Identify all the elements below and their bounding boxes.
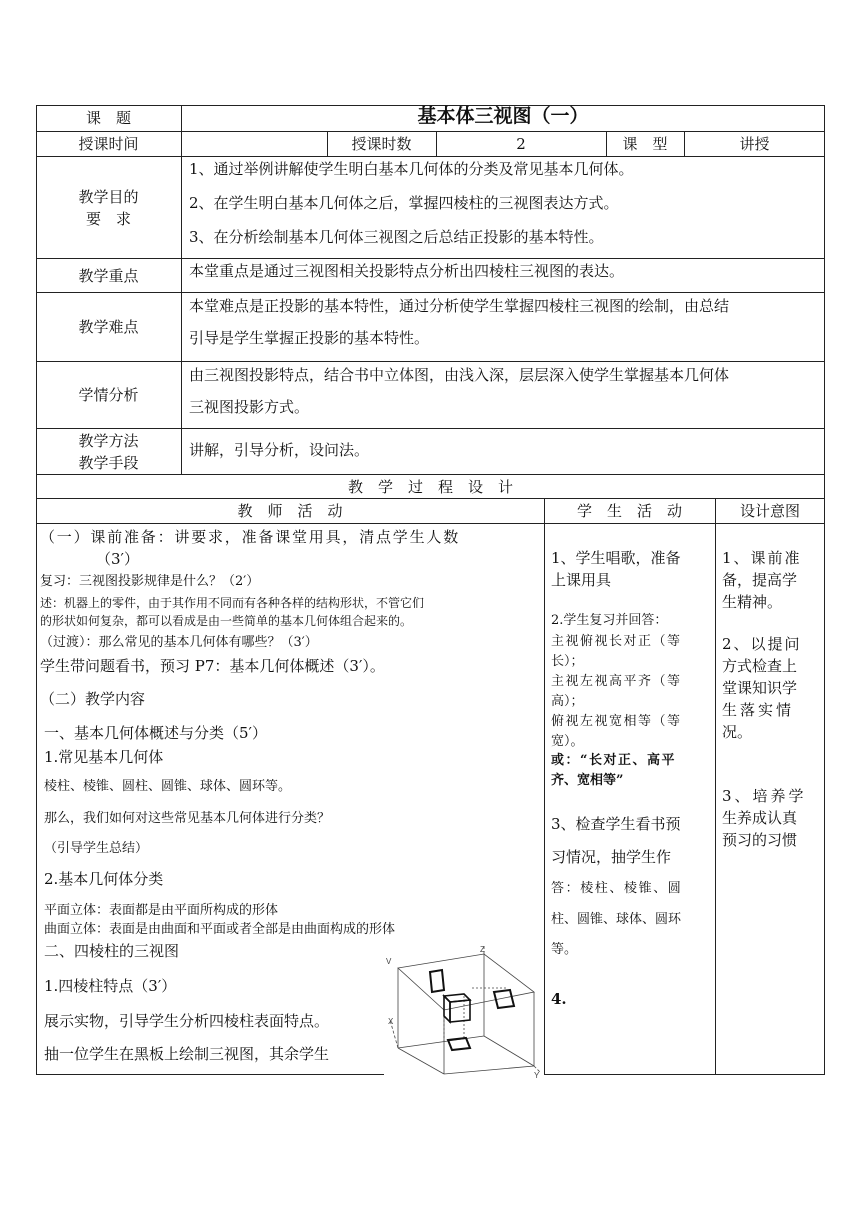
intent-item: 堂课知识学 [722, 679, 798, 697]
intent-item: 1、课前准 [722, 549, 802, 567]
intent-column-header: 设计意图 [739, 502, 800, 520]
method-label: 教学手段 [78, 454, 139, 472]
student-column-header: 学 生 活 动 [576, 502, 682, 520]
row-divider [36, 498, 825, 499]
row-divider [36, 361, 825, 362]
row-divider [36, 258, 825, 259]
intent-item: 方式检查上 [722, 657, 798, 675]
type-value: 讲授 [739, 135, 770, 153]
analysis-text: 由三视图投影特点，结合书中立体图，由浅入深，层层深入使学生掌握基本几何体 [189, 366, 730, 384]
subheading: 2.基本几何体分类 [44, 870, 164, 888]
process-title: 教 学 过 程 设 计 [347, 478, 513, 496]
section-heading: 一、基本几何体概述与分类（5′） [44, 724, 267, 742]
row-divider [36, 156, 825, 157]
goal-item: 1、通过举例讲解使学生明白基本几何体的分类及常见基本几何体。 [189, 160, 634, 178]
student-item: 高）； [551, 694, 584, 709]
goals-label: 要 求 [85, 210, 131, 228]
time-label: 授课时间 [78, 135, 139, 153]
method-label: 教学方法 [78, 432, 139, 450]
draw-text: 抽一位学生在黑板上绘制三视图，其余学生 [44, 1045, 330, 1063]
prism-projection-drawing [384, 944, 544, 1079]
solids-list: 棱柱、棱锥、圆柱、圆锥、球体、圆环等。 [44, 779, 292, 794]
row-divider [36, 131, 825, 132]
analysis-text: 三视图投影方式。 [189, 398, 310, 416]
topic-label: 课 题 [85, 109, 131, 127]
show-text: 展示实物，引导学生分析四棱柱表面特点。 [44, 1012, 330, 1030]
col-divider [715, 498, 716, 1075]
transition-text: （过渡）：那么常见的基本几何体有哪些？（3′） [40, 635, 318, 650]
difficulty-label: 教学难点 [78, 318, 139, 336]
prism-projection-figure [384, 944, 544, 1079]
difficulty-text: 本堂难点是正投影的基本特性，通过分析使学生掌握四棱柱三视图的绘制，由总结 [189, 297, 730, 315]
prep-text: （一）课前准备：讲要求，准备课堂用具，清点学生人数 [40, 528, 461, 546]
student-item: 2.学生复习并回答： [551, 613, 668, 628]
question-text: 那么，我们如何对这些常见基本几何体进行分类？ [44, 811, 331, 826]
row-divider [36, 474, 825, 475]
axis-label-y: Y [534, 1071, 540, 1079]
axis-label-v: V [386, 957, 392, 966]
difficulty-text: 引导是学生掌握正投影的基本特性。 [189, 329, 430, 347]
student-item: 主视俯视长对正（等 [551, 634, 682, 649]
row-divider [36, 292, 825, 293]
col-divider [544, 498, 545, 1075]
student-item: 3、检查学生看书预 [551, 815, 681, 833]
hours-value: 2 [516, 135, 526, 153]
type-label: 课 型 [622, 135, 668, 153]
analysis-label: 学情分析 [78, 386, 139, 404]
preview-text: 学生带问题看书，预习 P7：基本几何体概述（3′）。 [40, 657, 385, 675]
student-item: 俯视左视宽相等（等 [551, 714, 682, 729]
content-heading: （二）教学内容 [40, 690, 146, 708]
curved-solid-text: 曲面立体：表面是由曲面和平面或者全部是由曲面构成的形体 [44, 922, 396, 937]
student-item: 等。 [551, 942, 578, 957]
student-item: 习情况，抽学生作 [551, 848, 672, 866]
row-divider [36, 428, 825, 429]
teacher-column-header: 教 师 活 动 [237, 502, 343, 520]
intent-item: 备，提高学 [722, 571, 798, 589]
key-point-text: 本堂重点是通过三视图相关投影特点分析出四棱柱三视图的表达。 [189, 262, 625, 280]
subheading: 1.常见基本几何体 [44, 748, 164, 766]
intent-item: 3、培养学 [722, 787, 807, 805]
student-item: 长）； [551, 654, 584, 669]
intent-item: 预习的习惯 [722, 831, 798, 849]
review-text: 复习：三视图投影规律是什么？（2′） [40, 574, 260, 589]
student-item: 齐、宽相等” [551, 773, 624, 788]
student-item: 4. [551, 990, 567, 1008]
key-point-label: 教学重点 [78, 267, 139, 285]
goal-item: 3、在分析绘制基本几何体三视图之后总结正投影的基本特性。 [189, 228, 604, 246]
hours-label: 授课时数 [351, 135, 412, 153]
axis-label-z: Z [480, 945, 485, 954]
lesson-title: 基本体三视图（一） [417, 105, 589, 127]
intent-item: 生落实情 [722, 701, 795, 719]
intent-item: 况。 [722, 723, 753, 741]
description-text: 的形状如何复杂，都可以看成是由一些简单的基本几何体组合起来的。 [40, 614, 413, 628]
student-item: 上课用具 [551, 571, 612, 589]
student-item: 答：棱柱、棱锥、圆 [551, 881, 683, 896]
section-heading: 二、四棱柱的三视图 [44, 942, 180, 960]
axis-label-x: X [388, 1017, 394, 1026]
student-item: 柱、圆锥、球体、圆环 [551, 912, 682, 927]
student-item: 1、学生唱歌，准备 [551, 549, 681, 567]
method-text: 讲解，引导分析，设问法。 [189, 441, 370, 459]
plane-solid-text: 平面立体：表面都是由平面所构成的形体 [44, 903, 279, 918]
intent-item: 生养成认真 [722, 809, 798, 827]
goal-item: 2、在学生明白基本几何体之后，掌握四棱柱的三视图表达方式。 [189, 194, 619, 212]
student-item: 宽）。 [551, 734, 584, 749]
student-item: 主视左视高平齐（等 [551, 674, 682, 689]
subheading: 1.四棱柱特点（3′） [44, 977, 177, 995]
goals-label: 教学目的 [78, 188, 139, 206]
row-divider [36, 523, 825, 524]
col-divider [181, 105, 182, 474]
intent-item: 生精神。 [722, 593, 783, 611]
description-text: 述：机器上的零件，由于其作用不同而有各种各样的结构形状，不管它们 [40, 596, 425, 610]
student-item: 或：“长对正、高平 [551, 753, 676, 768]
prep-text: （3′） [96, 550, 139, 568]
guide-text: （引导学生总结） [44, 841, 149, 856]
intent-item: 2、以提问 [722, 635, 802, 653]
